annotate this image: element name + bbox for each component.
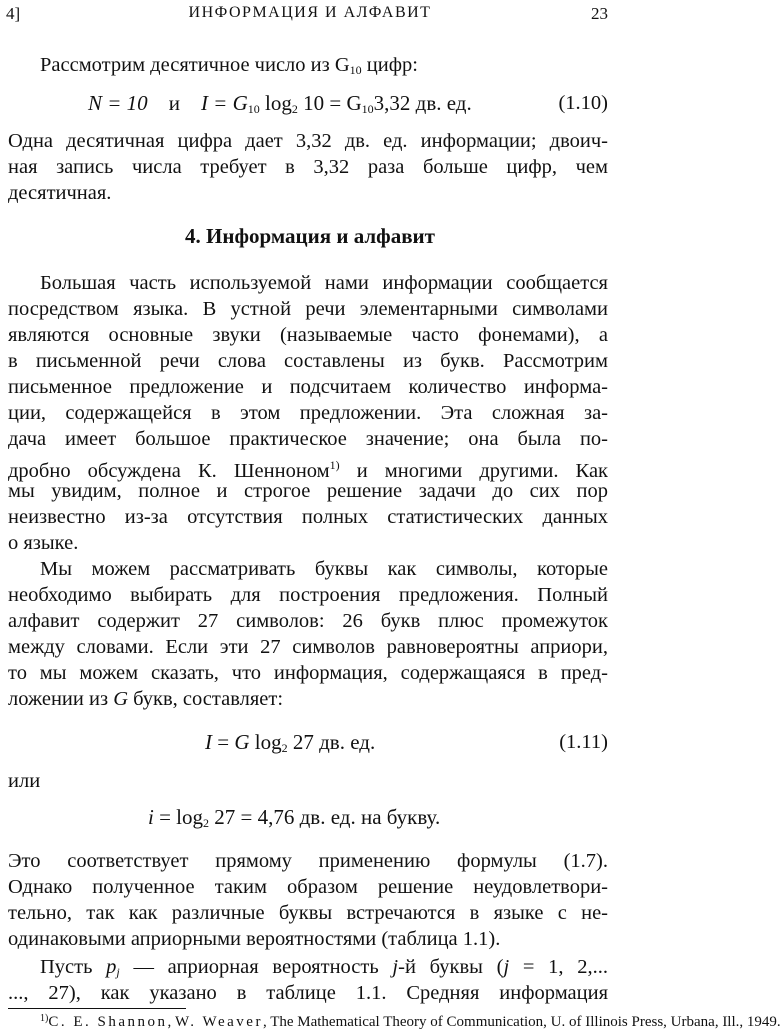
paragraph-line: Одна десятичная цифра дает 3,32 дв. ед. информации; двоич-: [8, 130, 608, 152]
paragraph-line: Пусть $p_j$ — априорная вероятность j-й буквы (j = 1, 2,...: [40, 956, 609, 979]
paragraph-line: ложении из G букв, составляет:: [8, 688, 284, 710]
section-heading: 4. Информация и алфавит: [185, 224, 435, 248]
paragraph-line: Большая часть используемой нами информации сообщается: [40, 272, 608, 294]
equation-1-11: I = G $\log_2 27$ дв. ед.: [205, 730, 376, 755]
paragraph-line: неизвестно из-за отсутствия полных статистических данных: [8, 506, 608, 528]
header-title: ИНФОРМАЦИЯ И АЛФАВИТ: [188, 4, 432, 21]
paragraph-line: алфавит содержит 27 символов: 26 букв плюс промежуток: [8, 610, 608, 632]
paragraph-line: о языке.: [8, 532, 79, 554]
paragraph-line: ная запись числа требует в 3,32 раза больше цифр, чем: [8, 156, 608, 178]
paragraph-line: ции, содержащейся в этом предложении. Эта сложная за-: [8, 402, 608, 424]
running-header: [0, 4, 620, 30]
paragraph-line: между словами. Если эти 27 символов равновероятны априори,: [8, 636, 608, 658]
footnote-reference: 1): [329, 458, 340, 472]
paragraph-line: в письменной речи слова составлены из букв. Рассмотрим: [8, 350, 608, 372]
paragraph-line: то мы можем сказать, что информация, содержащаяся в пред-: [8, 662, 608, 684]
paragraph-line: Это соответствует прямому применению формулы (1.7).: [8, 850, 608, 872]
paragraph-line: Однако полученное таким образом решение неудовлетвори-: [8, 876, 608, 898]
paragraph-line: дача имеет большое практическое значение; она была по-: [8, 428, 608, 450]
paragraph-line: одинаковыми априорными вероятностями (таблица 1.1).: [8, 928, 501, 950]
paragraph-line: посредством языка. В устной речи элементарными символами: [8, 298, 608, 320]
equation-per-letter: $i = \log_2 27 = 4,76$ дв. ед. на букву.: [148, 805, 441, 830]
paragraph-line: десятичная.: [8, 182, 112, 204]
paragraph-line: письменное предложение и подсчитаем количество информа-: [8, 376, 608, 398]
paragraph-line: являются основные звуки (называемые часто фонемами), а: [8, 324, 608, 346]
equation-number-1-11: (1.11): [559, 731, 608, 753]
paragraph-line: ..., 27), как указано в таблице 1.1. Средняя информация: [8, 982, 608, 1004]
paragraph-line: дробно обсуждена К. Шенноном$^{1)}$ и многими другими. Как: [8, 458, 608, 482]
connector-word: или: [8, 770, 41, 792]
footnote: $^{1)}$C. E. Shannon, W. Weaver, The Mathematical Theory of Communication, U. of Illinois Press, Urbana, Ill., 1949.: [40, 1013, 781, 1030]
paragraph-line: Мы можем рассматривать буквы как символы, которые: [40, 558, 608, 580]
header-section-number: 4]: [6, 4, 21, 23]
intro-line: Рассмотрим десятичное число из $G_{10}$ цифр:: [40, 54, 418, 77]
paragraph-line: необходимо выбирать для построения предложения. Полный: [8, 584, 608, 606]
header-page-number: 23: [591, 4, 608, 23]
equation-1-10: N = 10 и $I = G_{10}$ $\log_2 10 = G_{10}3,32$ дв. ед.: [88, 91, 472, 116]
paragraph-line: мы увидим, полное и строгое решение задачи до сих пор: [8, 480, 608, 502]
paragraph-line: тельно, так как различные буквы встречаются в языке с не-: [8, 902, 608, 924]
equation-number-1-10: (1.10): [558, 92, 608, 114]
footnote-rule: [8, 1008, 186, 1009]
